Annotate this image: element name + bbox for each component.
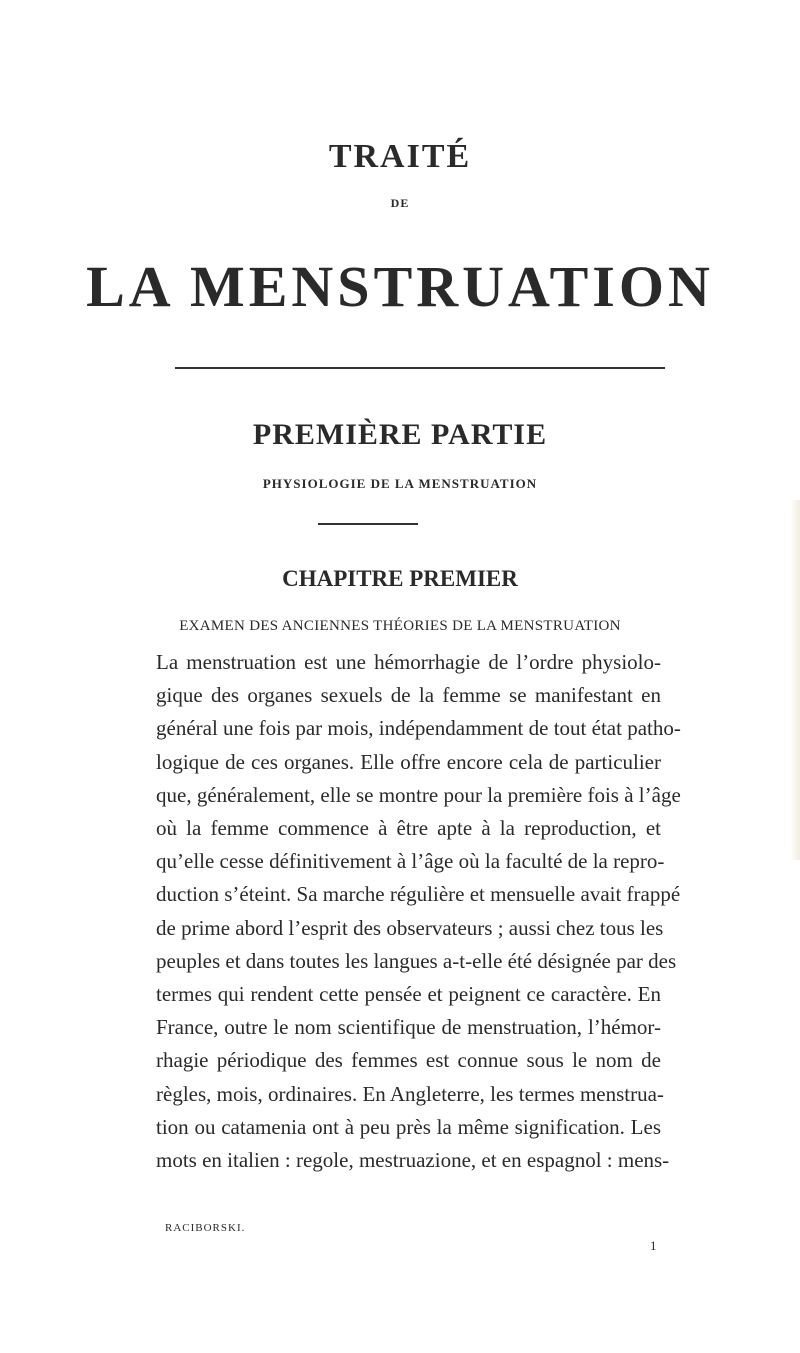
body-line: tion ou catamenia ont à peu près la même signification. Les — [156, 1114, 661, 1139]
title-de: DE — [390, 196, 410, 210]
chapter-title: CHAPITRE PREMIER — [282, 566, 518, 591]
body-line: de prime abord l’esprit des observateurs ; aussi chez tous les — [156, 915, 664, 940]
body-line: termes qui rendent cette pensée et peignent ce caractère. En — [156, 982, 661, 1007]
body-line: La menstruation est une hémorrhagie de l’ordre physiolo- — [156, 650, 661, 674]
title-traite: TRAITÉ — [328, 138, 472, 175]
signature-mark: RACIBORSKI. — [165, 1222, 246, 1234]
chapter-subtitle: EXAMEN DES ANCIENNES THÉORIES DE LA MENSTRUATION — [179, 618, 621, 634]
page-number: 1 — [650, 1238, 657, 1253]
body-line: mots en italien : regole, mestruazione, et en espagnol : mens- — [156, 1148, 670, 1173]
title-divider — [175, 367, 665, 369]
body-line: rhagie périodique des femmes est connue sous le nom de — [156, 1048, 661, 1073]
part-divider — [318, 523, 418, 525]
body-line: duction s’éteint. Sa marche régulière et mensuelle avait frappé — [156, 882, 681, 907]
body-line: qu’elle cesse définitivement à l’âge où la faculté de la repro- — [156, 849, 665, 874]
body-line: que, généralement, elle se montre pour la première fois à l’âge — [156, 782, 681, 807]
part-subtitle: PHYSIOLOGIE DE LA MENSTRUATION — [262, 476, 538, 491]
body-line: peuples et dans toutes les langues a-t-elle été désignée par des — [156, 948, 677, 973]
page-edge — [790, 500, 800, 860]
body-text — [156, 646, 681, 1177]
body-line: général une fois par mois, indépendamment de tout état patho- — [156, 716, 681, 741]
body-line: règles, mois, ordinaires. En Angleterre, les termes menstrua- — [156, 1081, 664, 1106]
part-title: PREMIÈRE PARTIE — [252, 418, 548, 451]
body-line: où la femme commence à être apte à la reproduction, et — [156, 816, 661, 841]
main-title: LA MENSTRUATION — [86, 254, 714, 319]
body-line: logique de ces organes. Elle offre encore cela de particulier — [156, 749, 661, 774]
body-line: France, outre le nom scientifique de menstruation, l’hémor- — [156, 1015, 661, 1040]
body-line: gique des organes sexuels de la femme se manifestant en — [156, 683, 661, 708]
